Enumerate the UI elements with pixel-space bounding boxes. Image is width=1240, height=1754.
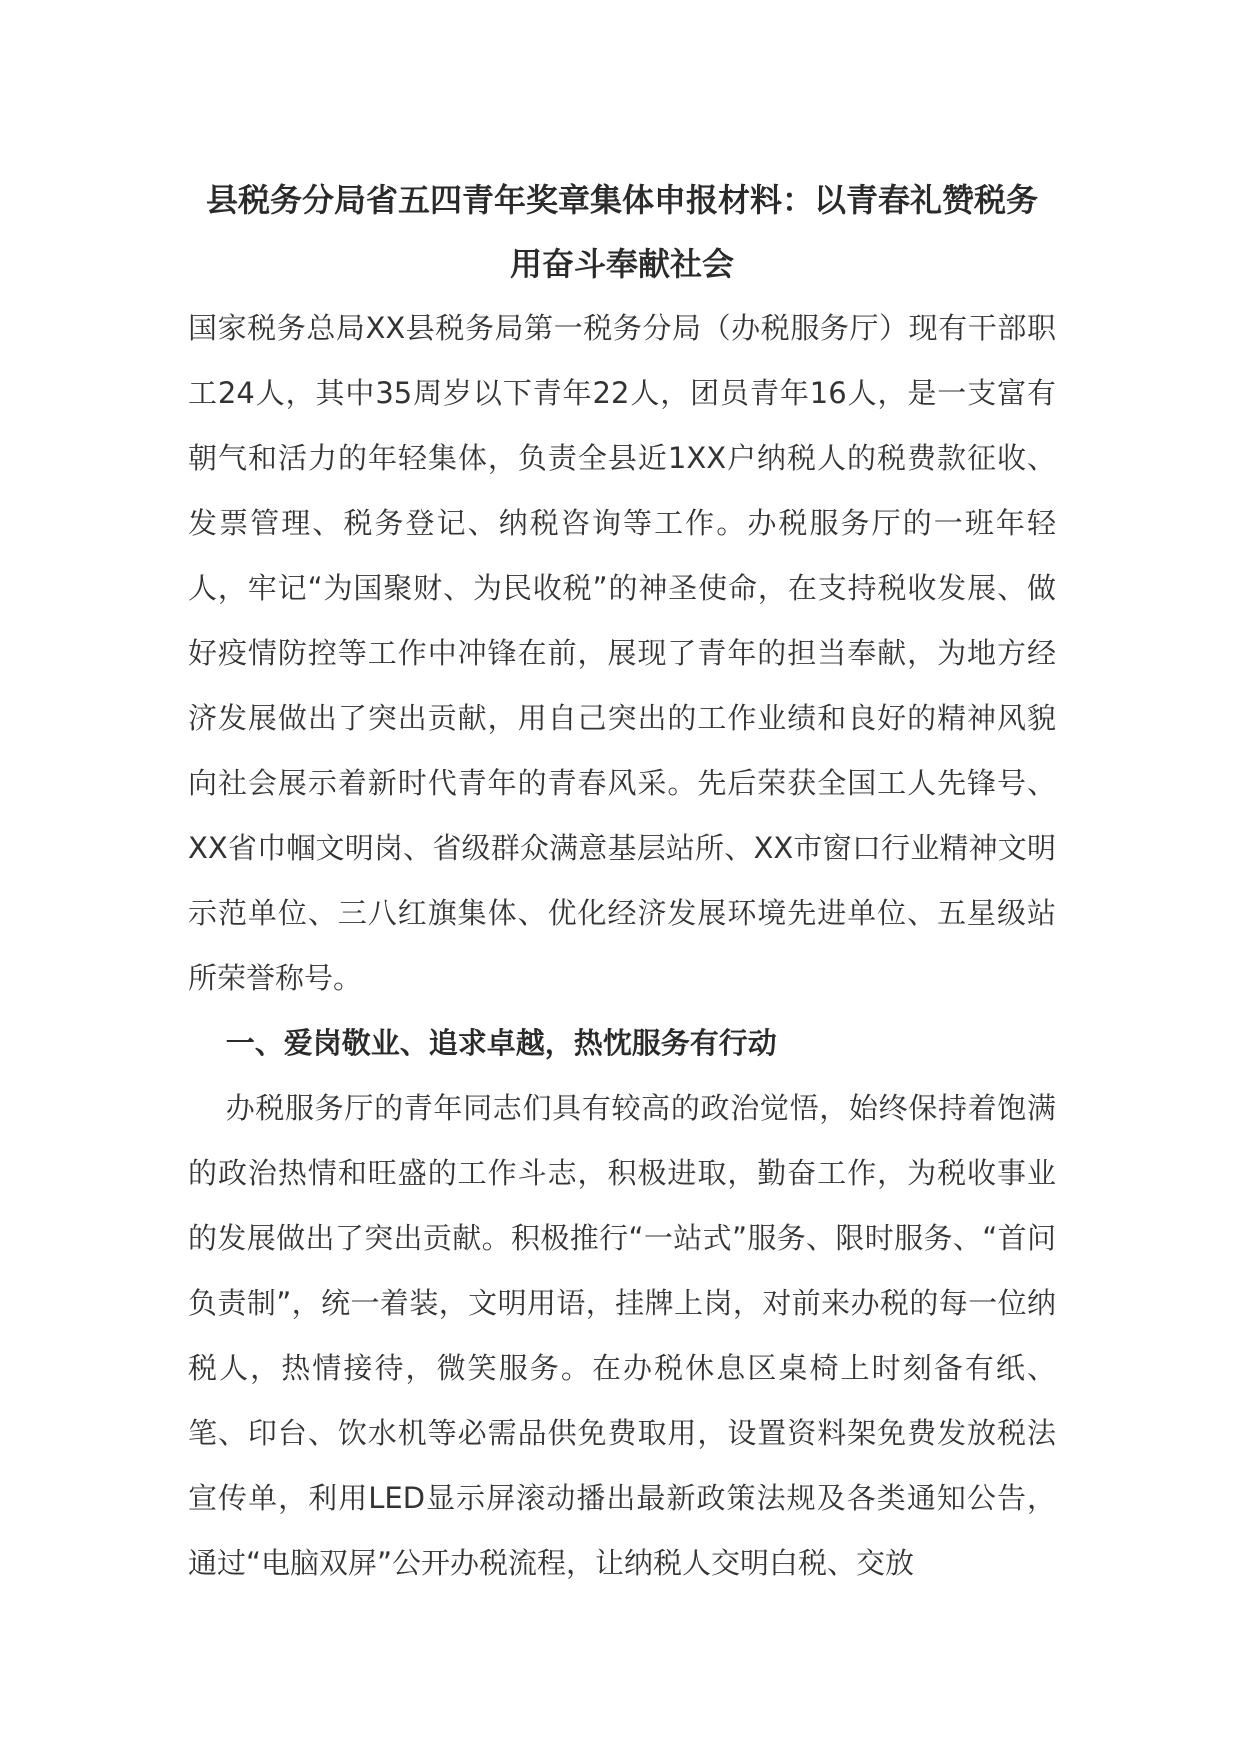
section-paragraph: 办税服务厅的青年同志们具有较高的政治觉悟，始终保持着饱满的政治热情和旺盛的工作斗志，积极进取，勤奋工作，为税收事业的发展做出了突出贡献。积极推行“一站式”服务、限时服务、“首问负责制”，统一着装，文明用语，挂牌上岗，对前来办税的每一位纳税人，热情接待，微笑服务。在办税休息区桌椅上时刻备有纸、笔、印台、饮水机等必需品供免费取用，设置资料架免费发放税法宣传单，利用LED显示屏滚动播出最新政策法规及各类通知公告，通过“电脑双屏”公开办税流程，让纳税人交明白税、交放 bbox=[188, 1091, 1056, 1580]
intro-paragraph: 国家税务总局XX县税务局第一税务分局（办税服务厅）现有干部职工24人，其中35周岁以下青年22人，团员青年16人，是一支富有朝气和活力的年轻集体，负责全县近1XX户纳税人的税费款征收、发票管理、税务登记、纳税咨询等工作。办税服务厅的一班年轻人，牢记“为国聚财、为民收税”的神圣使命，在支持税收发展、做好疫情防控等工作中冲锋在前，展现了青年的担当奉献，为地方经济发展做出了突出贡献，用自己突出的工作业绩和良好的精神风貌向社会展示着新时代青年的青春风采。先后荣获全国工人先锋号、XX省巾帼文明岗、省级群众满意基层站所、XX市窗口行业精神文明示范单位、三八红旗集体、优化经济发展环境先进单位、五星级站所荣誉称号。 bbox=[188, 311, 1056, 995]
document-title: 县税务分局省五四青年奖章集体申报材料：以青春礼赞税务 用奋斗奉献社会 bbox=[205, 181, 1038, 283]
document-body bbox=[188, 168, 1056, 1596]
section-heading: 一、爱岗敬业、追求卓越，热忱服务有行动 bbox=[225, 1026, 777, 1060]
